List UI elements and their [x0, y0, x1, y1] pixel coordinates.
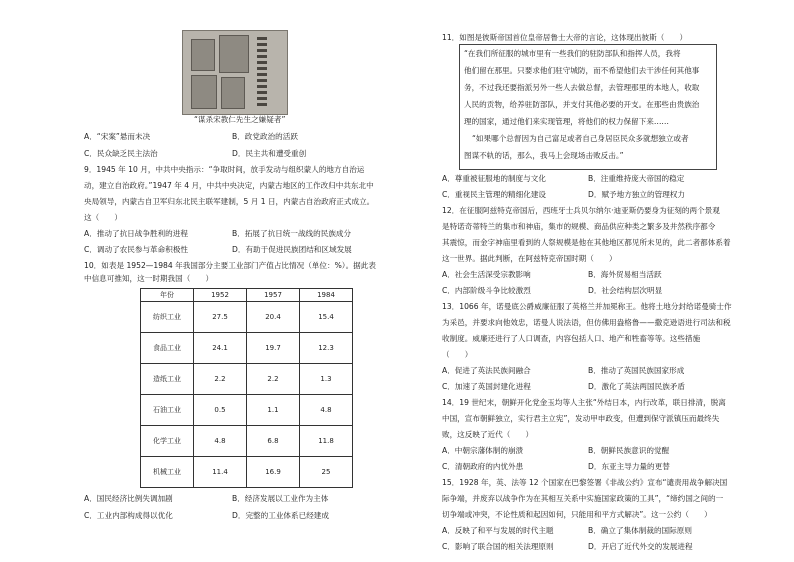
table-cell: 19.7 — [247, 333, 300, 364]
q12-option-d: D．社会结构层次明显 — [588, 286, 663, 295]
q14-option-d: D．东亚主导力量的更替 — [588, 462, 670, 471]
q12-stem-line: 12．在征服阿兹特克帝国后，西班牙士兵贝尔纳尔·迪亚斯仍要身为征刻的两个景观 — [442, 206, 720, 215]
q8-option-a: A．“宋案”悬而未决 — [84, 132, 151, 141]
table-cell: 0.5 — [194, 395, 247, 426]
q9-option-c: C．调动了农民参与革命积极性 — [84, 245, 189, 254]
q11-option-b: B．注重维持庞大帝国的稳定 — [588, 174, 685, 183]
q10-stem-line: 中信息可推知，这一时期我国（ ） — [84, 274, 214, 283]
q12-option-a: A．社会生活深受宗教影响 — [442, 270, 531, 279]
q13-stem-line: （ ） — [442, 350, 473, 359]
table-cell: 15.4 — [300, 302, 353, 333]
table-header-cell: 1957 — [247, 289, 300, 302]
q12-option-b: B．海外贸易相当活跃 — [588, 270, 662, 279]
table-row — [141, 426, 353, 457]
quote-line: “在我们所征服的城市里有一些我们的驻防部队和指挥人员，我将 — [464, 49, 681, 58]
table-header-cell: 1952 — [194, 289, 247, 302]
q15-stem-line: 际争端，并废弃以战争作为在其相互关系中实施国家政策的工具”，“缔约国之间的一 — [442, 494, 724, 503]
quote-line: 他们留在那里。只要求他们驻守城防，而不希望他们去干涉任何其他事 — [464, 66, 700, 75]
q12-option-c: C．内部阶级斗争比较激烈 — [442, 286, 531, 295]
table-cell: 4.8 — [300, 395, 353, 426]
q13-option-b: B．推动了英国民族国家形成 — [588, 366, 685, 375]
q11-stem: 11．如图是彼斯帝国首位皇帝居鲁士大帝的言论，这体现出彼斯（ ） — [442, 33, 688, 42]
q10-option-c: C．工业内部构成得以优化 — [84, 511, 173, 520]
q14-option-a: A．中朝宗藩体制的崩溃 — [442, 446, 524, 455]
q10-stem-line: 10．如表是 1952—1984 年我国部分主要工业部门产值占比情况（单位：%）。据此表 — [84, 261, 376, 270]
q8-option-b: B．政党政治的活跃 — [232, 132, 298, 141]
q10-option-a: A．国民经济比例失调加剧 — [84, 494, 173, 503]
table-row — [141, 333, 353, 364]
table-cell: 机械工业 — [141, 457, 194, 488]
q9-stem-line: 这（ ） — [84, 213, 122, 222]
table-cell: 25 — [300, 457, 353, 488]
q14-stem-line: 中国，宣布朝鲜独立，实行君主立宪”，发动甲申政变，但遭到保守派镇压而最终失 — [442, 414, 720, 423]
q9-option-d: D．有助于促进民族团结和区域发展 — [232, 245, 352, 254]
q9-stem-line: 动，建立自治政府。”1947 年 4 月，中共中央决定，内蒙古地区的工作改归中共东北中 — [84, 181, 374, 190]
quote-line: 务，不过我还要指派另外一些人去做总督，去管理那里的本地人，收取 — [464, 83, 700, 92]
table-header-cell: 1984 — [300, 289, 353, 302]
portrait-photo — [219, 35, 249, 73]
q13-stem-line: 为采邑，并要求向他效忠，诺曼人说法语，但仿佛用盎格鲁——撒克逊语进行司法和税 — [442, 318, 731, 327]
portrait-photo — [191, 39, 215, 71]
table-cell: 20.4 — [247, 302, 300, 333]
q15-option-a: A．反映了和平与发展的时代主题 — [442, 526, 554, 535]
table-cell: 化学工业 — [141, 426, 194, 457]
q15-stem-line: 切争端或冲突，不论性质和起因如何，只能用和平方式解决”。这一公约（ ） — [442, 510, 712, 519]
table-cell: 2.2 — [194, 364, 247, 395]
table-cell: 食品工业 — [141, 333, 194, 364]
q10-option-d: D．完整的工业体系已经建成 — [232, 511, 329, 520]
table-cell: 纺织工业 — [141, 302, 194, 333]
q13-stem-line: 收制度。威廉还进行了人口调查，内容包括人口、地产和牲畜等等。这些措施 — [442, 334, 701, 343]
q9-option-a: A．推动了抗日战争胜利的进程 — [84, 229, 188, 238]
q15-option-c: C．影响了联合国的相关法理原则 — [442, 542, 554, 551]
q9-stem-line: 9．1945 年 10 月，中共中央指示：“争取时间，放手发动与组织蒙人的地方自治运 — [84, 165, 365, 174]
table-cell: 11.8 — [300, 426, 353, 457]
table-header-row — [141, 289, 353, 302]
q13-option-c: C．加速了英国封建化进程 — [442, 382, 531, 391]
q12-stem-line: 是特诺奇蒂特兰的集市和神庙，集市的规模、商品供应种类之繁多及井然秩序都令 — [442, 222, 716, 231]
table-cell: 16.9 — [247, 457, 300, 488]
table-cell: 11.4 — [194, 457, 247, 488]
q11-option-c: C．重视民主管理的精细化建设 — [442, 190, 547, 199]
table-cell: 造纸工业 — [141, 364, 194, 395]
table-row — [141, 364, 353, 395]
q12-stem-line: 这一世界。据此判断，在阿兹特克帝国时期（ ） — [442, 254, 617, 263]
table-cell: 12.3 — [300, 333, 353, 364]
quote-line: “如果哪个总督因为自己富足或者自己身居臣民众多就想独立或者 — [472, 134, 689, 143]
q12-stem-line: 其震惊，而金字神庙里看到的人祭规模是他在其他地区都见所未见的，此二者都体系着 — [442, 238, 731, 247]
table-cell: 4.8 — [194, 426, 247, 457]
quote-line: 图谋不轨的话，那么，我马上会现场击败反击。” — [464, 151, 624, 160]
q13-option-a: A．促进了英法民族间融合 — [442, 366, 531, 375]
table-cell: 1.3 — [300, 364, 353, 395]
table-header-cell: 年份 — [141, 289, 194, 302]
industry-share-table — [140, 288, 353, 488]
quote-line: 人民的贡物，给养驻防部队，并支付其他必要的开支。在那些由贵族治 — [464, 100, 700, 109]
q14-option-b: B．朝鲜民族意识的觉醒 — [588, 446, 670, 455]
table-cell: 6.8 — [247, 426, 300, 457]
photo-caption: “谋杀宋教仁先生之嫌疑者” — [194, 115, 286, 124]
q15-option-b: B．确立了集体制裁的国际原则 — [588, 526, 692, 535]
table-row — [141, 302, 353, 333]
portrait-photo — [191, 75, 217, 109]
q8-option-c: C．民众缺乏民主法治 — [84, 149, 158, 158]
q14-option-c: C．清朝政府的内忧外患 — [442, 462, 524, 471]
q8-option-d: D．民主共和遭受重创 — [232, 149, 307, 158]
q14-stem-line: 败，这反映了近代（ ） — [442, 430, 534, 439]
q14-stem-line: 14．19 世纪末，朝鲜开化党金玉均等人主张“外结日本，内行改革，联日排清，脱离 — [442, 398, 726, 407]
calligraphy-text-block — [257, 37, 267, 107]
table-row — [141, 395, 353, 426]
q13-stem-line: 13．1066 年，诺曼底公爵威廉征服了英格兰并加冕称王。他将土地分封给诺曼骑士作 — [442, 302, 732, 311]
q13-option-d: D．激化了英法两国民族矛盾 — [588, 382, 685, 391]
q9-option-b: B．拓展了抗日统一战线的民族成分 — [232, 229, 352, 238]
table-cell: 石油工业 — [141, 395, 194, 426]
quote-line: 理的国家，通过他们来实现管理，将他们的权力保留下来…… — [464, 117, 670, 126]
table-cell: 1.1 — [247, 395, 300, 426]
q10-option-b: B．经济发展以工业作为主体 — [232, 494, 329, 503]
portrait-photo — [221, 77, 245, 109]
table-cell: 24.1 — [194, 333, 247, 364]
table-cell: 2.2 — [247, 364, 300, 395]
table-cell: 27.5 — [194, 302, 247, 333]
q9-stem-line: 央局领导，内蒙古自卫军归东北民主联军建制，5 月 1 日，内蒙古自治政府正式成立。 — [84, 197, 375, 206]
q11-option-d: D．赋予地方独立的管理权力 — [588, 190, 685, 199]
q15-stem-line: 15．1928 年，英、法等 12 个国家在巴黎签署《非战公约》宣布“谴责用战争解决国 — [442, 478, 728, 487]
q15-option-d: D．开启了近代外交的发展进程 — [588, 542, 693, 551]
table-row — [141, 457, 353, 488]
q11-option-a: A．尊重被征服地的制度与文化 — [442, 174, 546, 183]
historical-photo — [182, 30, 288, 115]
